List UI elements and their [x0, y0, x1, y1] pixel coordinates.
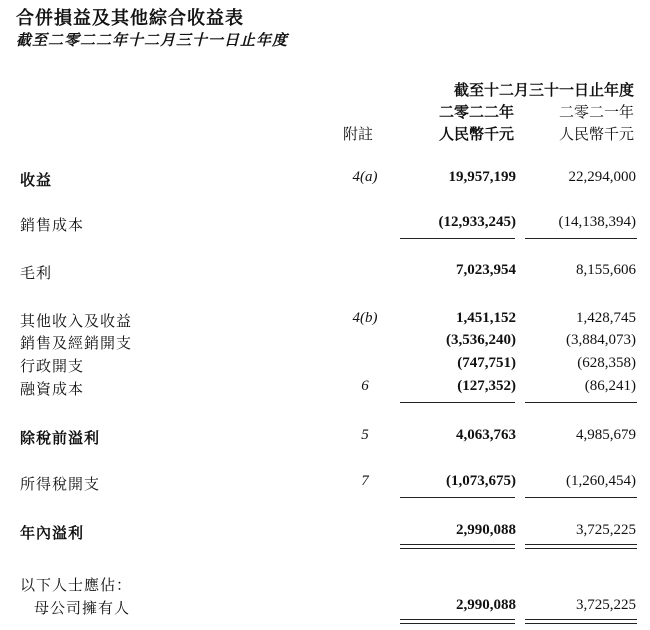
- value-2021: 4,985,679: [576, 427, 636, 443]
- row-note: 7: [361, 473, 369, 489]
- value-2022: (747,751): [457, 355, 516, 371]
- row-other-income: [0, 310, 650, 332]
- row-label: 所得稅開支: [20, 475, 101, 493]
- value-2021: (14,138,394): [558, 214, 636, 230]
- value-2022: (1,073,675): [446, 473, 516, 489]
- value-2022: 4,063,763: [456, 427, 516, 443]
- row-label: 年內溢利: [20, 524, 85, 542]
- value-2021: 1,428,745: [576, 310, 636, 326]
- header-unit-2021: 人民幣千元: [558, 125, 634, 143]
- value-2021: 3,725,225: [576, 597, 636, 613]
- row-label: 行政開支: [20, 357, 85, 375]
- value-2022: (3,536,240): [446, 332, 516, 348]
- row-note: 4(b): [352, 310, 378, 326]
- total-double-rule: [400, 619, 515, 624]
- total-double-rule: [400, 544, 515, 549]
- row-note: 5: [361, 427, 369, 443]
- total-double-rule: [525, 619, 637, 624]
- row-cost-of-sales: [0, 214, 650, 236]
- value-2021: 3,725,225: [576, 522, 636, 538]
- value-2021: (1,260,454): [566, 473, 636, 489]
- value-2022: 19,957,199: [448, 169, 516, 185]
- subtotal-rule: [525, 497, 637, 498]
- value-2021: (3,884,073): [566, 332, 636, 348]
- row-finance-costs: [0, 378, 650, 400]
- row-label: 銷售成本: [20, 216, 85, 234]
- value-2021: (628,358): [577, 355, 636, 371]
- subtotal-rule: [400, 497, 515, 498]
- row-admin-expenses: [0, 355, 650, 377]
- header-period: 截至十二月三十一日止年度: [453, 81, 634, 99]
- row-label: 以下人士應佔：: [20, 576, 133, 594]
- row-selling-expenses: [0, 332, 650, 354]
- row-profit-before-tax: [0, 427, 650, 449]
- value-2022: 1,451,152: [456, 310, 516, 326]
- row-label: 其他收入及收益: [20, 312, 133, 330]
- row-income-tax: [0, 473, 650, 495]
- subtotal-rule: [400, 238, 515, 239]
- header-year-2022: 二零二二年: [438, 103, 514, 121]
- value-2021: (86,241): [584, 378, 636, 394]
- total-double-rule: [525, 544, 637, 549]
- statement-title: 合併損益及其他綜合收益表: [16, 8, 244, 29]
- value-2022: (12,933,245): [438, 214, 516, 230]
- row-note: 6: [361, 378, 369, 394]
- value-2022: 7,023,954: [456, 262, 516, 278]
- value-2022: 2,990,088: [456, 522, 516, 538]
- row-revenue: [0, 169, 650, 191]
- row-label: 收益: [20, 171, 53, 189]
- header-year-2021: 二零二一年: [558, 103, 634, 121]
- value-2021: 8,155,606: [576, 262, 636, 278]
- row-gross-profit: [0, 262, 650, 284]
- value-2022: 2,990,088: [456, 597, 516, 613]
- row-label: 融資成本: [20, 380, 85, 398]
- row-label: 母公司擁有人: [34, 599, 131, 617]
- subtotal-rule: [525, 402, 637, 403]
- row-label: 銷售及經銷開支: [20, 334, 133, 352]
- row-label: 毛利: [20, 264, 53, 282]
- row-attributable-to: [0, 574, 650, 596]
- header-unit-2022: 人民幣千元: [438, 125, 514, 143]
- subtotal-rule: [400, 402, 515, 403]
- row-profit-for-year: [0, 522, 650, 544]
- value-2021: 22,294,000: [568, 169, 636, 185]
- row-owners-of-parent: [0, 597, 650, 619]
- statement-subtitle: 截至二零二二年十二月三十一日止年度: [16, 31, 289, 49]
- subtotal-rule: [525, 238, 637, 239]
- row-label: 除稅前溢利: [20, 429, 101, 447]
- value-2022: (127,352): [457, 378, 516, 394]
- header-note: 附註: [343, 125, 374, 143]
- row-note: 4(a): [352, 169, 378, 185]
